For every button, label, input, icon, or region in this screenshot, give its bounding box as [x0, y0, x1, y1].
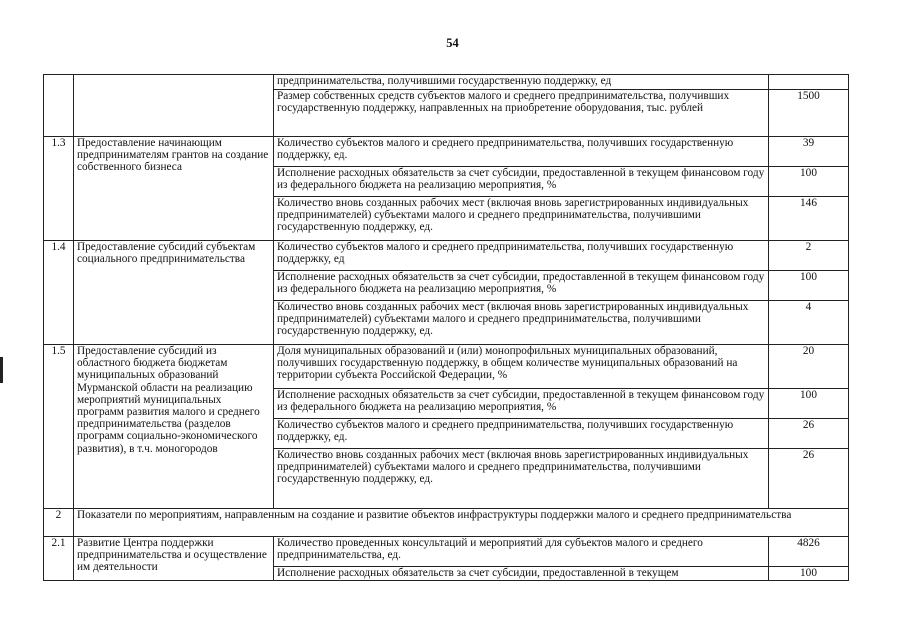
row-number: 1.3 [44, 137, 74, 241]
indicator-cell: Доля муниципальных образований и (или) монопрофильных муниципальных образований, получивших государственную поддержку, в общем количестве муниципальных образований на территории субъекта Российской Федерации, % [274, 345, 769, 389]
scan-margin-mark [0, 357, 3, 383]
indicator-cell: Количество субъектов малого и среднего предпринимательства, получивших государственную поддержку, ед. [274, 137, 769, 167]
value-cell: 146 [769, 197, 849, 241]
row-number: 1.4 [44, 241, 74, 345]
indicator-cell: Размер собственных средств субъектов малого и среднего предпринимательства, получивших государственную поддержку, направленных на приобретение оборудования, тыс. рублей [274, 90, 769, 137]
indicator-cell: Количество вновь созданных рабочих мест (включая вновь зарегистрированных индивидуальных предпринимателей) субъектами малого и среднего предпринимательства, получившими государственную поддержку, ед. [274, 197, 769, 241]
value-cell: 100 [769, 271, 849, 301]
value-cell: 26 [769, 419, 849, 449]
event-cell: Развитие Центра поддержки предпринимательства и осуществление им деятельности [74, 537, 274, 581]
indicator-cell: Количество субъектов малого и среднего предпринимательства, получивших государственную поддержку, ед. [274, 419, 769, 449]
value-cell: 4 [769, 301, 849, 345]
value-cell: 100 [769, 567, 849, 581]
indicator-cell: Исполнение расходных обязательств за счет субсидии, предоставленной в текущем финансовом году из федерального бюджета на реализацию мероприятия, % [274, 389, 769, 419]
indicators-table [43, 74, 849, 581]
section-heading-text: Показатели по мероприятиям, направленным на создание и развитие объектов инфраструктуры поддержки малого и среднего предпринимательства [74, 509, 849, 537]
row-number: 2.1 [44, 537, 74, 581]
indicator-cell: Количество вновь созданных рабочих мест (включая вновь зарегистрированных индивидуальных предпринимателей) субъектами малого и среднего предпринимательства, получившими государственную поддержку, ед. [274, 449, 769, 509]
indicator-cell: Исполнение расходных обязательств за счет субсидии, предоставленной в текущем финансовом году из федерального бюджета на реализацию мероприятия, % [274, 167, 769, 197]
event-cell [74, 75, 274, 137]
value-cell: 100 [769, 389, 849, 419]
indicator-cell: Исполнение расходных обязательств за счет субсидии, предоставленной в текущем финансовом году из федерального бюджета на реализацию мероприятия, % [274, 271, 769, 301]
table-row [44, 75, 849, 90]
value-cell: 26 [769, 449, 849, 509]
value-cell: 4826 [769, 537, 849, 567]
row-number: 1.5 [44, 345, 74, 509]
event-cell: Предоставление субсидий из областного бюджета бюджетам муниципальных образований Мурманской области на реализацию мероприятий муниципальных программ развития малого и среднего предпринимательства (разделов программ социально-экономического развития), в т.ч. моногородов [74, 345, 274, 509]
event-cell: Предоставление субсидий субъектам социального предпринимательства [74, 241, 274, 345]
indicator-cell: предпринимательства, получившими государственную поддержку, ед [274, 75, 769, 90]
row-number: 2 [44, 509, 74, 537]
table-row [44, 137, 849, 167]
section-heading-row [44, 509, 849, 537]
page-number: 54 [446, 36, 459, 50]
value-cell: 1500 [769, 90, 849, 137]
table-row [44, 241, 849, 271]
table-row [44, 537, 849, 567]
value-cell: 39 [769, 137, 849, 167]
value-cell: 2 [769, 241, 849, 271]
value-cell [769, 75, 849, 90]
indicator-cell: Количество вновь созданных рабочих мест (включая вновь зарегистрированных индивидуальных предпринимателей) субъектами малого и среднего предпринимательства, получившими государственную поддержку, ед. [274, 301, 769, 345]
value-cell: 20 [769, 345, 849, 389]
table-row [44, 345, 849, 389]
row-number [44, 75, 74, 137]
indicator-cell: Количество субъектов малого и среднего предпринимательства, получивших государственную поддержку, ед [274, 241, 769, 271]
indicator-cell: Исполнение расходных обязательств за счет субсидии, предоставленной в текущем [274, 567, 769, 581]
indicator-cell: Количество проведенных консультаций и мероприятий для субъектов малого и среднего предпринимательства, ед. [274, 537, 769, 567]
value-cell: 100 [769, 167, 849, 197]
event-cell: Предоставление начинающим предпринимателям грантов на создание собственного бизнеса [74, 137, 274, 241]
